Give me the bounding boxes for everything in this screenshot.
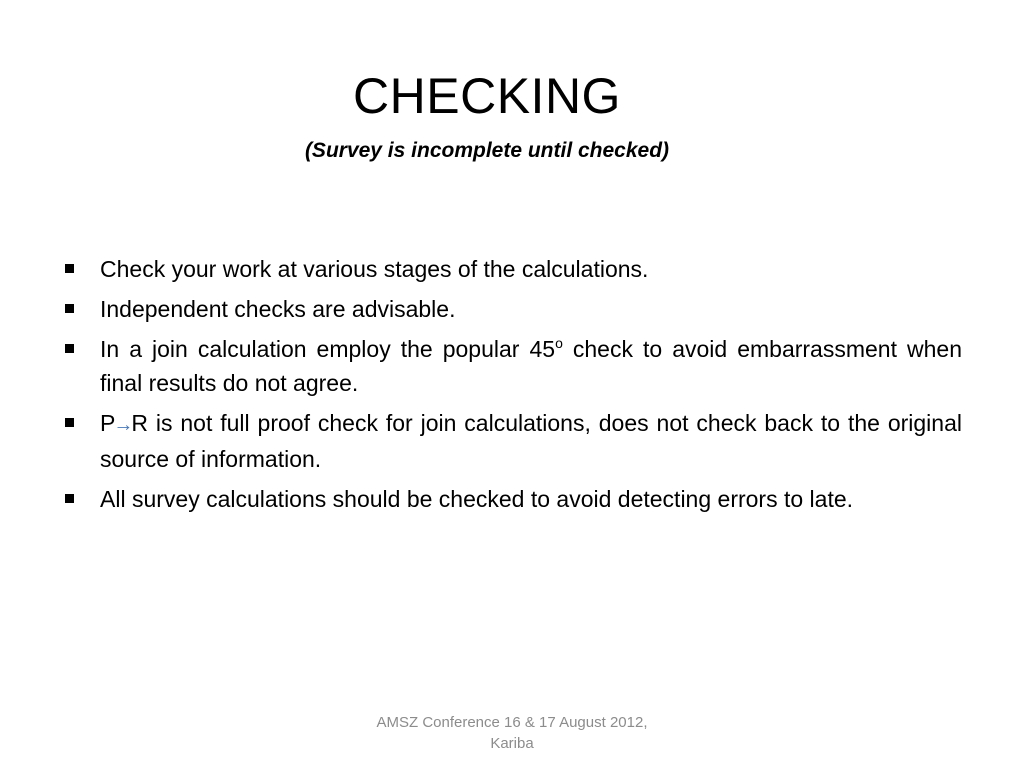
bullet-text: All survey calculations should be checked to avoid detecting errors to late. (100, 486, 854, 512)
square-bullet-icon (65, 264, 74, 273)
square-bullet-icon (65, 344, 74, 353)
degree-superscript: o (555, 335, 563, 351)
slide-footer (362, 712, 662, 754)
bullet-item (60, 406, 962, 476)
square-bullet-icon (65, 494, 74, 503)
bullet-text-post: R is not full proof check for join calculations, does not check back to the original source of information. (100, 410, 962, 472)
bullet-text-pre: P (100, 410, 116, 436)
bullet-list (60, 252, 962, 522)
right-arrow-icon: → (113, 414, 134, 436)
bullet-text: Check your work at various stages of the calculations. (100, 256, 649, 282)
bullet-text: Independent checks are advisable. (100, 296, 456, 322)
bullet-item (60, 332, 962, 400)
bullet-item (60, 482, 962, 516)
square-bullet-icon (65, 418, 74, 427)
bullet-item (60, 292, 962, 326)
footer-line: AMSZ Conference 16 & 17 August 2012, (376, 714, 648, 731)
footer-line: Kariba (490, 735, 534, 752)
bullet-item (60, 252, 962, 286)
slide-subtitle: (Survey is incomplete until checked) (304, 139, 670, 162)
square-bullet-icon (65, 304, 74, 313)
slide-title: CHECKING (353, 68, 621, 124)
bullet-text-pre: In a join calculation employ the popular 45 (100, 336, 556, 362)
bullet-text-post: check to avoid embarrassment when final results do not agree. (100, 336, 962, 396)
